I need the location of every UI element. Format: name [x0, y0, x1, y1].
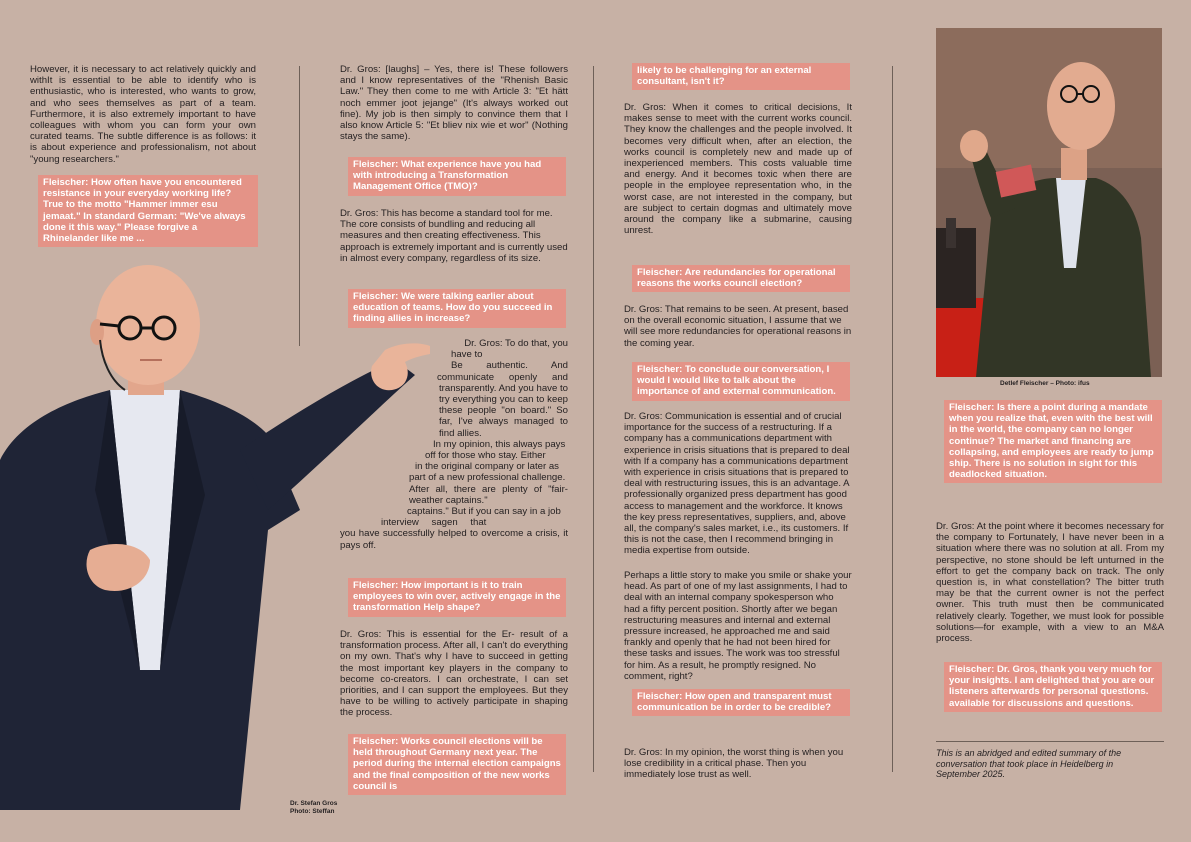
question-box-6: Fleischer: Are redundancies for operational reasons the works council election? [632, 265, 850, 292]
question-box-4: Fleischer: How important is it to train employees to win over, actively engage in the transformation Help shape? [348, 578, 566, 617]
col3-answer-2: Dr. Gros: That remains to be seen. At present, based on the overall economic situation, I assume that we will see more redundancies for operational reasons in the coming year. [624, 304, 852, 349]
col3-answer-3: Dr. Gros: Communication is essential and of crucial importance for the success of a restructuring. If a company has a communications department with experience in crisis situations that is prepared to deal with If a company has a communications department with experience in crisis situations that is prepared to deal with restructuring issues, this is an advantage. A professionally organized press department has good access to management and the workforce. It knows the key press representatives, suppliers, and, above all, the company's sales market, i.e., its customers. If this is not the case, then I recommend bringing in media expertise from outside. [624, 411, 850, 557]
photo-detlef-fleischer [936, 28, 1162, 377]
question-box-7: Fleischer: To conclude our conversation, I would I would like to talk about the importance of and external communication. [632, 362, 850, 401]
col3-answer-4: Perhaps a little story to make you smile or shake your head. As part of one of my last assignments, I had to deal with an internal company spokesperson who had a fifty percent position. Shortly after we began restructuring measures and internal and external pressure increased, he approached me and said frankly and openly that he had not been hired for these tasks and issues. The work was too stressful for him. As a result, he promptly resigned. No comment, right? [624, 570, 852, 682]
question-box-2: Fleischer: What experience have you had with introducing a Transformation Management Office (TMO)? [348, 157, 566, 196]
col4-answer-1: Dr. Gros: At the point where it becomes necessary for the company to Fortunately, I have never been in a situation where there was no solution at all. From my perspective, no stone should be left unturned in the effort to get the company back on track. The only question is, in what constellation? The bitter truth may be that the current owner is not the perfect owner. This truth must then be communicated relatively clearly. Together, we must look for possible solutions—for example, with a view to an M&A process. [936, 521, 1164, 645]
footer-note: This is an abridged and edited summary of the conversation that took place in Heidelberg in September 2025. [936, 748, 1122, 780]
footer-rule [936, 741, 1164, 742]
caption-detlef-fleischer: Detlef Fleischer – Photo: ifus [1000, 380, 1090, 387]
caption-dr-stefan-gros: Dr. Stefan Gros Photo: Steffan [290, 800, 338, 815]
col3-answer-5: Dr. Gros: In my opinion, the worst thing is when you lose credibility in a critical phase. Then you immediately lose trust as well. [624, 747, 844, 781]
question-box-5-continued: likely to be challenging for an external consultant, isn't it? [632, 63, 850, 90]
question-box-1: Fleischer: How often have you encountered resistance in your everyday working life? True to the motto "Hammer immer esu jemaat." In standard German: "We've always done it this way." Please forgive a Rhinelander like me ... [38, 175, 258, 247]
question-box-8: Fleischer: How open and transparent must communication be in order to be credible? [632, 689, 850, 716]
column-divider-3 [892, 66, 893, 772]
col2-answer-3: Dr. Gros: This is essential for the Er- result of a transformation process. After all, I can't do everything on my own. That's why I have to succeed in getting the most important key players in the company to become co-creators. I can orchestrate, I can set priorities, and I can support the employees. But they have to be willing to actively participate in shaping the process. [340, 629, 568, 719]
question-box-3: Fleischer: We were talking earlier about education of teams. How do you succeed in finding allies in increase? [348, 289, 566, 328]
col2-answer-2: Dr. Gros: This has become a standard tool for me. The core consists of bundling and reducing all measures and then creating effectiveness. This approach is extremely important and is currently used in almost every company, regardless of its size. [340, 208, 568, 264]
col2-wrapped-answer: Dr. Gros: To do that, you have to Be authentic. And communicate openly and transparently. And you have to try everything you can to keep these people "on board." So far, I've always managed to find allies. In my opinion, this always pays off for those who stay. Either in the original company or later as part of a new professional challenge. After all, there are plenty of "fair- weather captains." captains." But if you can say in a job interview sagen that you have successfully helped to overcome a crisis, it pays off. [340, 338, 568, 551]
col2-answer-1: Dr. Gros: [laughs] – Yes, there is! These followers and I know representatives of the "Rhenish Basic Law." They then come to me with Article 3: "Et hätt noch emmer joot jejange" (It's always worked out fine). My job is then simply to convince them that I also know Article 5: "Et bliev nix wie et wor" (Nothing stays the same). [340, 64, 568, 143]
question-box-10: Fleischer: Dr. Gros, thank you very much for your insights. I am delighted that you are our listeners afterwards for personal questions. available for discussions and questions. [944, 662, 1162, 712]
col3-answer-1: Dr. Gros: When it comes to critical decisions, It makes sense to meet with the current works council. They know the challenges and the people involved. It becomes very difficult when, after an election, the works council is completely new and made up of inexperienced members. This costs valuable time and energy. And it becomes toxic when there are people in the employee representation who, in the worst case, are not interested in the company, but are subject to certain dogmas and ultimately move around the company like a submarine, causing unrest. [624, 102, 852, 237]
column-divider-2 [593, 66, 594, 772]
column-divider-1 [299, 66, 300, 346]
question-box-5: Fleischer: Works council elections will be held throughout Germany next year. The period during the internal election campaigns and the final composition of the new works council is [348, 734, 566, 795]
col1-intro: However, it is necessary to act relatively quickly and withIt is essential to be able to identify who is enthusiastic, who is interested, who wants to grow, and who sees themselves as part of a team. Furthermore, it is also extremely important to have colleagues with whom you can form your own curated teams. The subtle difference is as follows: it is about experience and professionalism, not about "young researchers." [30, 64, 256, 165]
question-box-9: Fleischer: Is there a point during a mandate when you realize that, even with the best will in the world, the company can no longer continue? The market and financing are collapsing, and employees are ready to jump ship. There is no solution in sight for this deadlocked situation. [944, 400, 1162, 483]
